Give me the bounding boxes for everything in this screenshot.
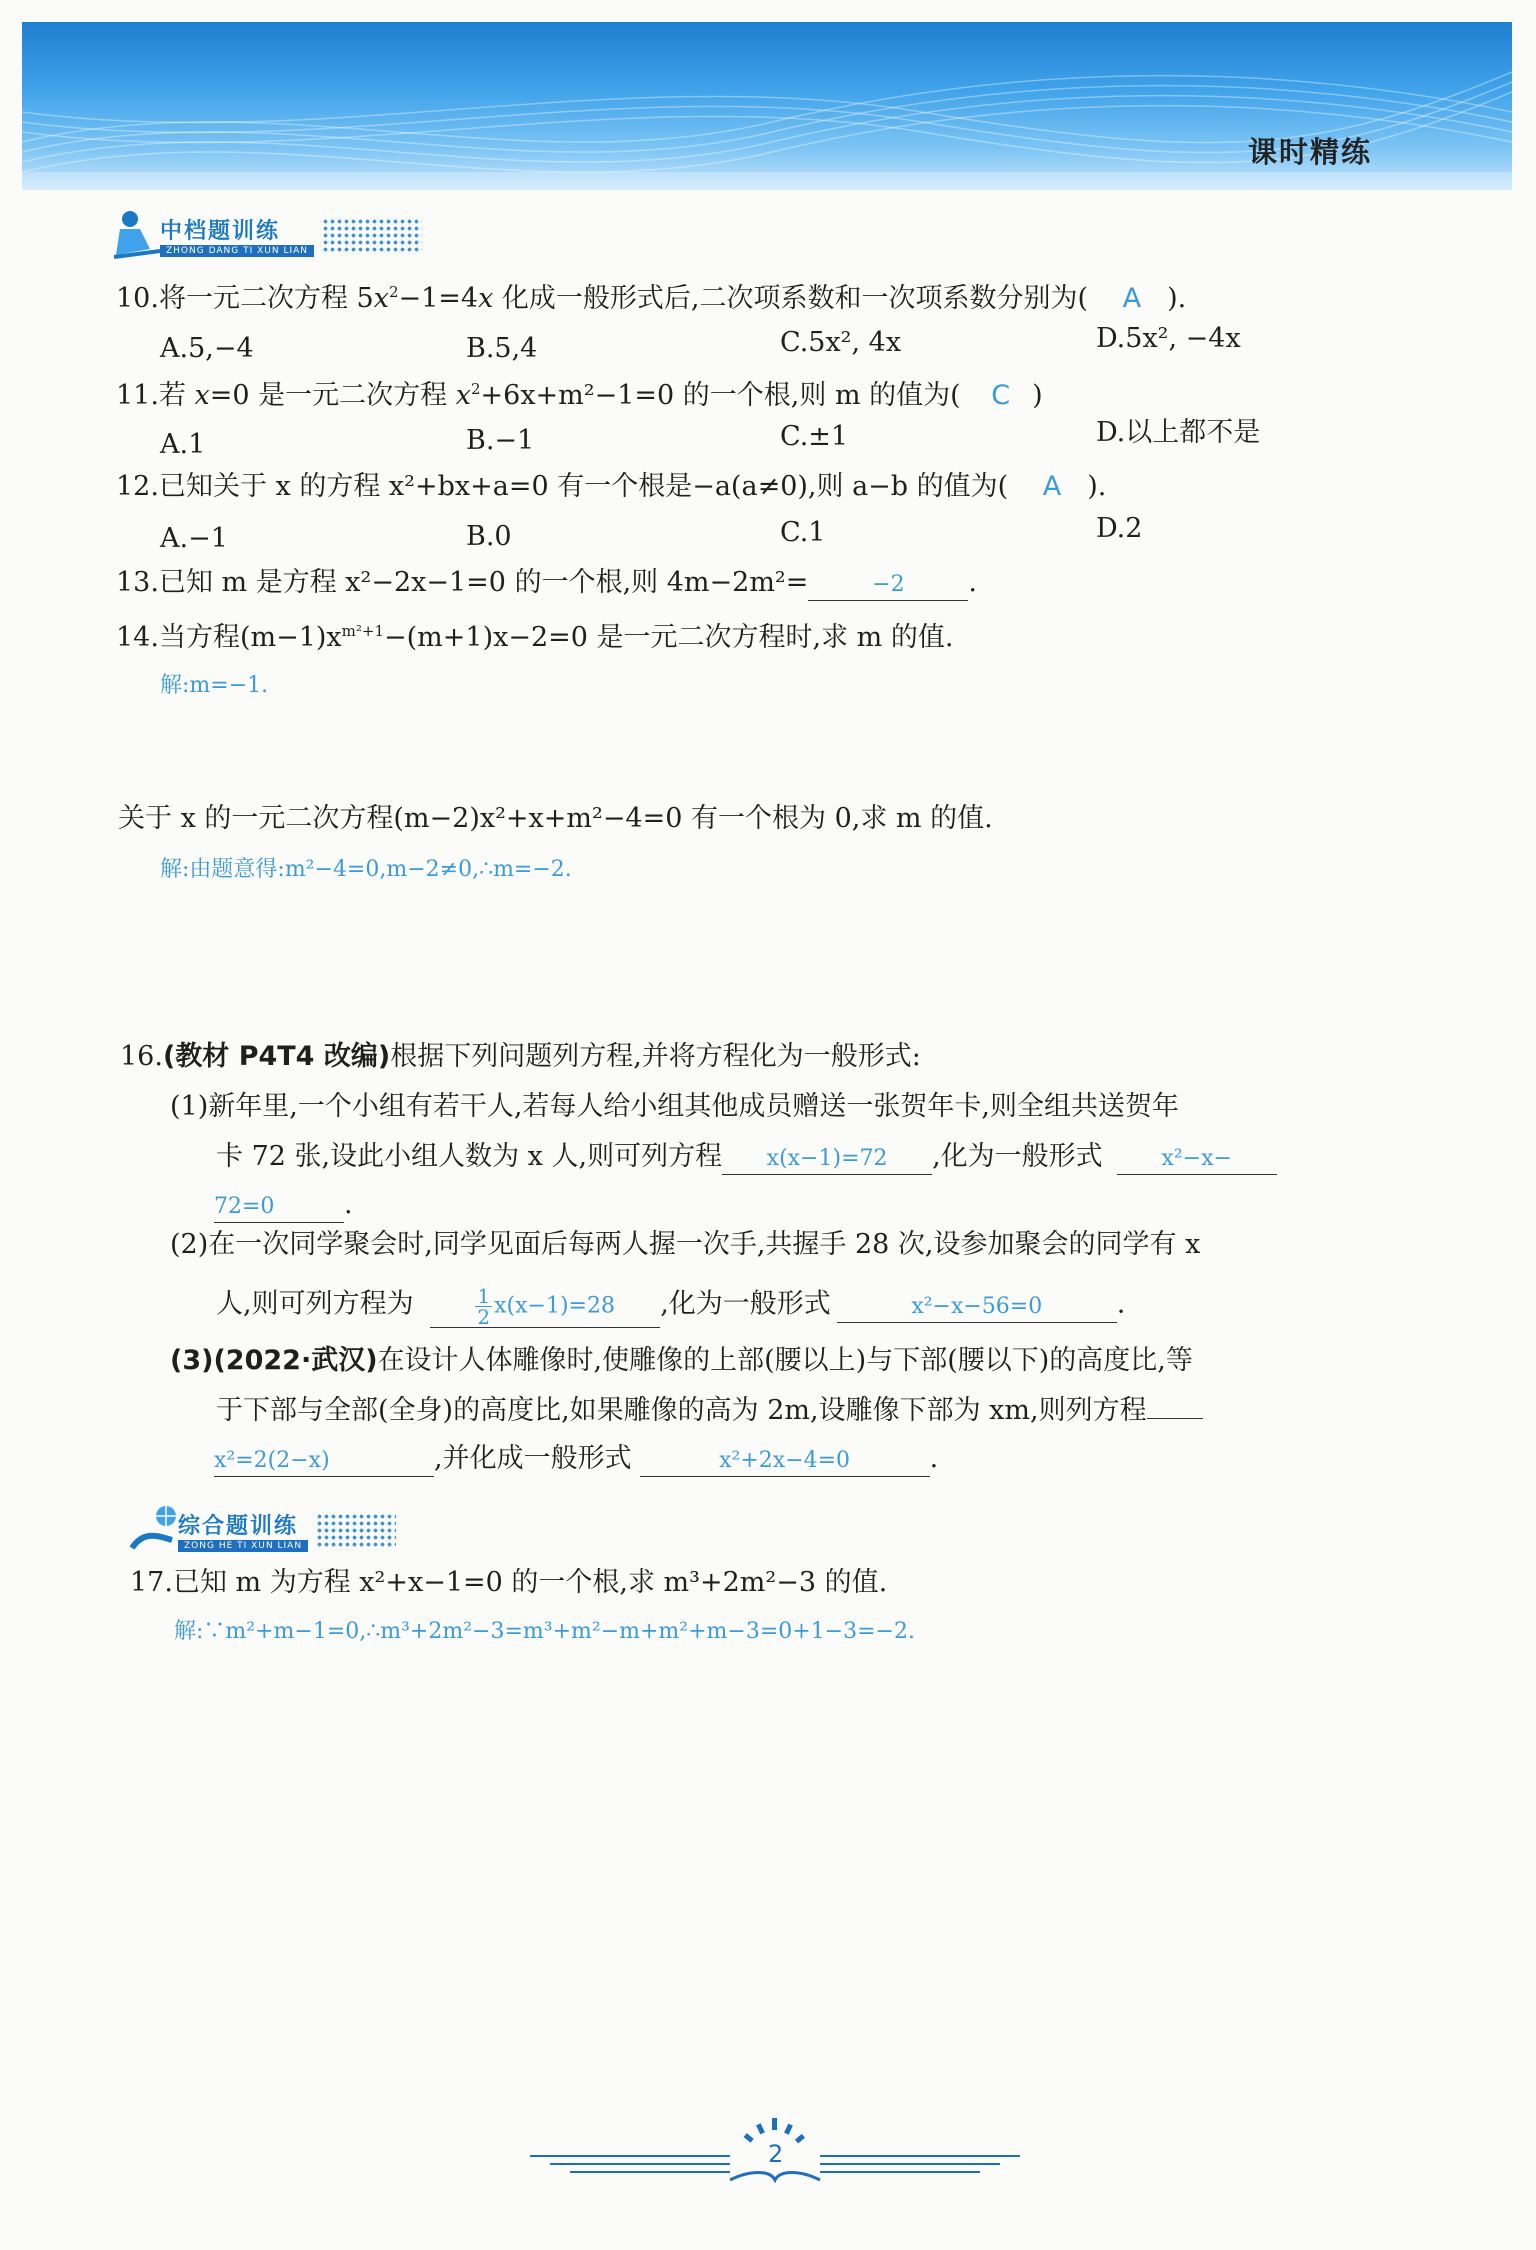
question-10: 10.将一元二次方程 $5x^2-1=4x$ 化成一般形式后,二次项系数和一次项系数分别为( A ). — [116, 283, 1187, 314]
question-16: 16.(教材 P4T4 改编)根据下列问题列方程,并将方程化为一般形式: — [120, 1041, 921, 1072]
option-c: C.±1 — [780, 421, 849, 452]
answer-blank: x²−x− — [1117, 1144, 1277, 1175]
dot-pattern — [322, 218, 422, 252]
q16-part1-line3: 72=0 . — [214, 1188, 353, 1223]
globe-logo-icon — [128, 1500, 184, 1560]
page-number: 2 — [768, 2140, 784, 2168]
answer-blank: x²+2x−4=0 — [640, 1446, 930, 1477]
section-title: 中档题训练 — [160, 218, 281, 244]
q16-part2-line2: 人,则可列方程为 $\frac{1}{2}$ x(x−1)=28 ,化为一般形式 x²−x−56=0 . — [216, 1284, 1126, 1329]
question-12: 12.已知关于 x 的方程 x²+bx+a=0 有一个根是−a(a≠0),则 a−b 的值为( A ). — [116, 471, 1107, 502]
q16-part1-line2: 卡 72 张,设此小组人数为 x 人,则可列方程 x(x−1)=72 ,化为一般形式 x²−x− — [216, 1140, 1277, 1175]
option-d: D.2 — [1096, 513, 1143, 544]
answer-blank: $\frac{1}{2}$ x(x−1)=28 — [430, 1286, 660, 1328]
answer: A — [1122, 283, 1142, 314]
q16-part2-line1: (2)在一次同学聚会时,同学见面后每两人握一次手,共握手 28 次,设参加聚会的同学有 x — [170, 1229, 1201, 1260]
solution-14: 解:m=−1. — [160, 673, 269, 698]
q16-part1-line1: (1)新年里,一个小组有若干人,若每人给小组其他成员赠送一张贺年卡,则全组共送贺年 — [170, 1091, 1179, 1122]
option-b: B.0 — [466, 521, 512, 552]
question-13: 13.已知 m 是方程 x²−2x−1=0 的一个根,则 4m−2m²= −2 . — [116, 566, 977, 601]
section-title: 综合题训练 — [178, 1513, 299, 1539]
option-a: A.1 — [160, 429, 206, 460]
option-d: D.以上都不是 — [1096, 417, 1261, 448]
student-logo-icon — [110, 205, 166, 265]
option-a: A.5,−4 — [160, 333, 254, 364]
section-pinyin: ZHONG DANG TI XUN LIAN — [160, 245, 314, 257]
q16-part3-line2: 于下部与全部(全身)的高度比,如果雕像的高为 2m,设雕像下部为 xm,则列方程 — [216, 1394, 1203, 1428]
option-d: D.5x², −4x — [1096, 323, 1241, 354]
header-title: 课时精练 — [1247, 135, 1372, 169]
header-banner — [22, 22, 1512, 190]
answer-blank: −2 — [808, 570, 968, 601]
question-15: 关于 x 的一元二次方程(m−2)x²+x+m²−4=0 有一个根为 0,求 m 的值. — [118, 803, 993, 834]
solution-15: 解:由题意得:m²−4=0,m−2≠0,∴m=−2. — [160, 857, 572, 882]
option-c: C.5x², 4x — [780, 327, 902, 358]
answer: C — [991, 380, 1011, 411]
section-pinyin: ZONG HE TI XUN LIAN — [178, 1540, 308, 1552]
option-c: C.1 — [780, 517, 826, 548]
section-badge-comprehensive — [128, 1500, 396, 1560]
answer-blank: x(x−1)=72 — [722, 1144, 932, 1175]
answer: A — [1042, 471, 1062, 502]
solution-17: 解:∵m²+m−1=0,∴m³+2m²−3=m³+m²−m+m²+m−3=0+1−3=−2. — [174, 1619, 915, 1644]
option-b: B.−1 — [466, 425, 535, 456]
question-14: 14.当方程$(m-1)x^{m^2+1}-(m+1)x-2=0$ 是一元二次方程时,求 m 的值. — [116, 622, 954, 653]
option-b: B.5,4 — [466, 333, 538, 364]
answer-blank: x²=2(2−x) — [214, 1446, 434, 1477]
section-badge-medium — [110, 205, 422, 265]
answer-blank: 72=0 — [214, 1192, 344, 1223]
question-17: 17.已知 m 为方程 x²+x−1=0 的一个根,求 m³+2m²−3 的值. — [130, 1567, 888, 1598]
dot-pattern — [316, 1513, 396, 1547]
option-a: A.−1 — [160, 523, 228, 554]
answer-blank: x²−x−56=0 — [837, 1292, 1117, 1323]
q16-part3-line1: (3)(2022·武汉)在设计人体雕像时,使雕像的上部(腰以上)与下部(腰以下)的高度比,等 — [170, 1345, 1193, 1376]
q16-part3-line3: x²=2(2−x) ,并化成一般形式 x²+2x−4=0 . — [214, 1442, 938, 1477]
answer-blank — [1147, 1418, 1203, 1419]
question-11: 11.若 x=0 是一元二次方程 $x^2+6x+m^2-1=0$ 的一个根,则 m 的值为( C ) — [116, 380, 1043, 411]
fraction: $\frac{1}{2}$ — [477, 1284, 491, 1329]
